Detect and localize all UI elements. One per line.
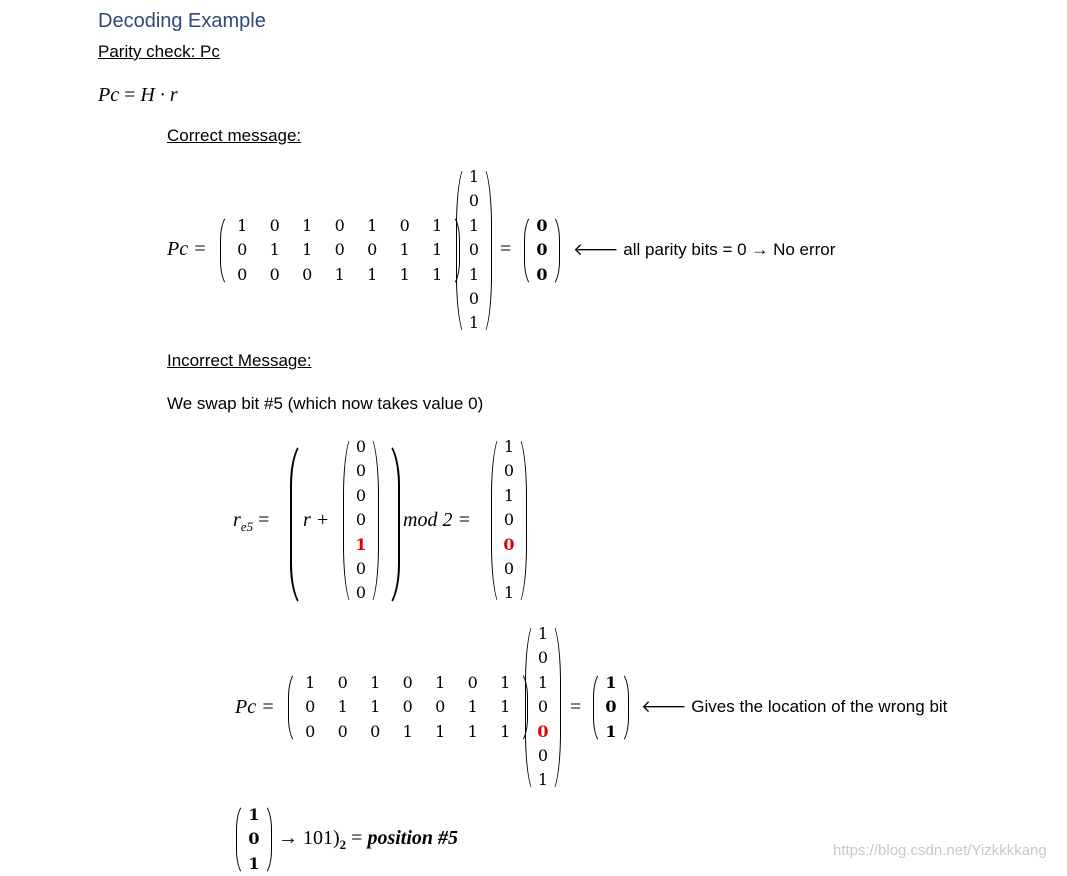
matrix-cell: 0: [503, 461, 515, 481]
base-subscript: 2: [339, 837, 347, 852]
matrix-cell: 1: [468, 215, 480, 235]
section-heading-parity-check: Parity check: Pc: [98, 42, 220, 61]
matrix-cell: 0: [468, 288, 480, 308]
re5-vector-2: [531, 622, 555, 793]
matrix-cell: 0: [248, 829, 260, 849]
matrix-cell: 1: [537, 624, 549, 643]
matrix-cell: 1: [537, 672, 549, 692]
matrix-cell: 0: [503, 534, 515, 554]
matrix-cell: 1: [355, 534, 367, 554]
correct-pc-lhs: Pc =: [167, 238, 207, 260]
matrix-cell: 0: [435, 697, 446, 717]
matrix-cell: 1: [468, 313, 480, 333]
matrix-cell: 1: [399, 264, 410, 284]
matrix-cell: 0: [537, 697, 549, 717]
watermark: https://blog.csdn.net/Yizkkkkang: [833, 842, 1047, 859]
matrix-cell: 0: [503, 558, 515, 578]
matrix-cell: 1: [269, 240, 280, 260]
matrix-cell: 0: [237, 240, 248, 260]
matrix-cell: 1: [468, 264, 480, 284]
matrix-cell: 1: [237, 216, 248, 235]
re5-subscript: e5: [240, 519, 254, 534]
parity-formula: [98, 84, 178, 107]
matrix-cell: 0: [337, 721, 348, 741]
matrix-cell: 0: [536, 240, 548, 260]
matrix-cell: 1: [468, 167, 480, 186]
matrix-cell: 0: [334, 240, 345, 260]
matrix-cell: 1: [432, 240, 443, 260]
incorrect-message-heading: Incorrect Message:: [167, 351, 312, 370]
syndrome-vector: [530, 214, 554, 287]
re5-symbol: r: [233, 509, 241, 531]
equals-sign: =: [500, 238, 512, 260]
formula-rhs: H · r: [140, 84, 178, 106]
re5-lhs: [233, 509, 269, 535]
matrix-cell: 1: [537, 770, 549, 790]
matrix-cell: 0: [269, 216, 280, 235]
matrix-cell: 1: [399, 240, 410, 260]
matrix-cell: 1: [248, 805, 260, 824]
matrix-cell: 0: [503, 510, 515, 530]
matrix-cell: 0: [537, 648, 549, 668]
matrix-cell: 0: [355, 485, 367, 505]
matrix-cell: 1: [467, 697, 478, 717]
matrix-cell: 0: [468, 191, 480, 211]
matrix-cell: 0: [305, 697, 316, 717]
matrix-cell: 1: [503, 583, 515, 603]
received-vector: [462, 165, 486, 336]
conclusion-text: [278, 827, 458, 853]
matrix-cell: 1: [370, 673, 381, 692]
r-plus: r +: [303, 509, 330, 531]
incorrect-pc-lhs: Pc =: [235, 696, 275, 718]
matrix-cell: 0: [402, 673, 413, 692]
error-vector: [349, 435, 373, 606]
swap-description: We swap bit #5 (which now takes value 0): [167, 394, 484, 413]
formula-lhs: Pc: [98, 84, 120, 106]
matrix-cell: 1: [367, 216, 378, 235]
matrix-cell: 0: [337, 673, 348, 692]
matrix-cell: 1: [435, 721, 446, 741]
matrix-cell: 1: [605, 673, 617, 692]
formula-eq: =: [124, 84, 136, 106]
matrix-cell: 1: [370, 697, 381, 717]
binary-value: → 101): [278, 827, 340, 849]
matrix-cell: 0: [605, 697, 617, 717]
page-title: Decoding Example: [98, 10, 266, 32]
matrix-cell: 1: [337, 697, 348, 717]
matrix-cell: 1: [500, 721, 511, 741]
matrix-cell: 0: [355, 583, 367, 603]
syndrome-vector-2: [599, 671, 623, 744]
matrix-cell: 0: [467, 673, 478, 692]
matrix-cell: 1: [302, 240, 313, 260]
matrix-cell: 1: [500, 697, 511, 717]
matrix-cell: 1: [302, 216, 313, 235]
matrix-cell: 0: [367, 240, 378, 260]
matrix-cell: 1: [248, 853, 260, 873]
matrix-cell: 0: [537, 721, 549, 741]
matrix-cell: 0: [536, 216, 548, 235]
matrix-cell: 0: [399, 216, 410, 235]
matrix-cell: 1: [367, 264, 378, 284]
matrix-cell: 1: [467, 721, 478, 741]
matrix-cell: 0: [302, 264, 313, 284]
matrix-cell: 0: [537, 745, 549, 765]
parity-matrix-h: [226, 214, 454, 287]
conclusion-eq: =: [346, 827, 368, 849]
matrix-cell: 1: [432, 264, 443, 284]
matrix-cell: 1: [500, 673, 511, 692]
matrix-cell: 0: [355, 558, 367, 578]
matrix-cell: 1: [402, 721, 413, 741]
matrix-cell: 1: [305, 673, 316, 692]
conclusion-vector: [242, 803, 266, 876]
matrix-cell: 1: [605, 721, 617, 741]
matrix-cell: 1: [435, 673, 446, 692]
matrix-cell: 0: [355, 510, 367, 530]
matrix-cell: 0: [355, 437, 367, 456]
re5-vector: [497, 435, 521, 606]
equals-sign-2: =: [570, 696, 582, 718]
matrix-cell: 0: [536, 264, 548, 284]
matrix-cell: 1: [432, 216, 443, 235]
correct-message-heading: Correct message:: [167, 126, 302, 145]
matrix-cell: 0: [305, 721, 316, 741]
matrix-cell: 0: [370, 721, 381, 741]
matrix-cell: 0: [355, 461, 367, 481]
position-result: position #5: [367, 827, 459, 849]
mod-2: mod 2 =: [403, 509, 471, 531]
matrix-cell: 0: [334, 216, 345, 235]
wrong-bit-note: 🡐 Gives the location of the wrong bit: [641, 697, 948, 716]
matrix-cell: 1: [503, 485, 515, 505]
matrix-cell: 1: [503, 437, 515, 456]
matrix-cell: 0: [269, 264, 280, 284]
parity-matrix-h-2: [294, 671, 522, 744]
matrix-cell: 0: [402, 697, 413, 717]
big-paren-right: [384, 440, 400, 609]
re5-eq: =: [258, 509, 270, 531]
matrix-cell: 0: [237, 264, 248, 284]
no-error-note: 🡐 all parity bits = 0 → No error: [573, 240, 836, 259]
matrix-cell: 0: [468, 240, 480, 260]
matrix-cell: 1: [334, 264, 345, 284]
